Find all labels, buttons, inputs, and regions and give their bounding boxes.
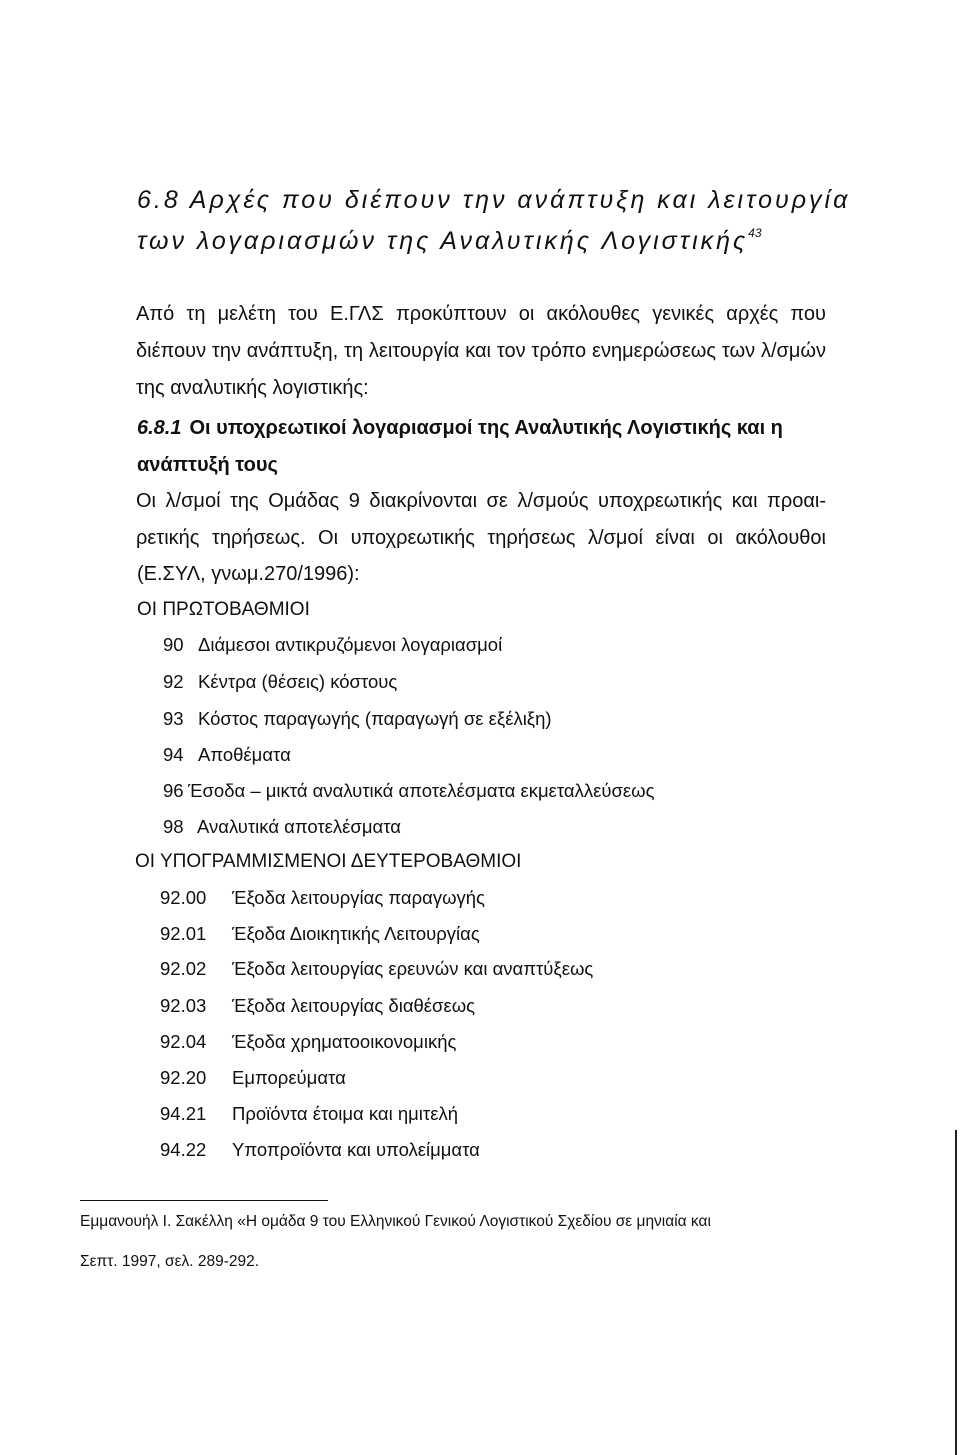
account-code: 92.03 [160, 995, 207, 1016]
primary-account-row [163, 671, 397, 693]
secondary-accounts-label: ΟΙ ΥΠΟΓΡΑΜΜΙΣΜΕΝΟΙ ΔΕΥΤΕΡΟΒΑΘΜΙΟΙ [135, 851, 522, 872]
account-name: Προϊόντα έτοιμα και ημιτελή [232, 1103, 459, 1124]
secondary-account-row [160, 1139, 480, 1161]
account-code: 98 [163, 816, 184, 837]
account-name: Έσοδα – μικτά αναλυτικά αποτελέσματα εκμεταλλεύσεως [188, 780, 655, 801]
account-name: Εμπορεύματα [232, 1067, 346, 1088]
account-name: Έξοδα Διοικητικής Λειτουργίας [232, 923, 480, 944]
page-edge-line [955, 1130, 957, 1455]
account-code: 92.20 [160, 1067, 207, 1088]
account-name: Κόστος παραγωγής (παραγωγή σε εξέλιξη) [198, 708, 552, 729]
account-code: 94.22 [160, 1139, 207, 1160]
subsection-number: 6.8.1 [137, 417, 182, 439]
account-name: Έξοδα λειτουργίας ερευνών και αναπτύξεως [232, 958, 594, 979]
secondary-account-row [160, 923, 480, 945]
footnote-separator [80, 1200, 328, 1201]
account-code: 92.00 [160, 887, 207, 908]
account-code: 93 [163, 708, 184, 729]
account-code: 96 [163, 780, 184, 801]
account-code: 92.02 [160, 958, 207, 979]
account-name: Διάμεσοι αντικρυζόμενοι λογαριασμοί [198, 634, 503, 655]
secondary-account-row [160, 1031, 456, 1053]
subsection-heading-line-2: ανάπτυξή τους [137, 454, 278, 476]
account-name: Έξοδα λειτουργίας παραγωγής [232, 887, 485, 908]
account-code: 92.04 [160, 1031, 207, 1052]
account-name: Υποπροϊόντα και υπολείμματα [232, 1139, 480, 1160]
account-code: 94.21 [160, 1103, 207, 1124]
account-code: 92 [163, 671, 184, 692]
primary-account-row [163, 744, 291, 766]
body-line-1: Οι λ/σμοί της Ομάδας 9 διακρίνονται σε λ/σμούς υποχρεωτικής και προαι- [136, 490, 826, 512]
intro-line-1: Από τη μελέτη του Ε.ΓΛΣ προκύπτουν οι ακόλουθες γενικές αρχές που [136, 303, 826, 325]
section-heading-line-1: 6.8 Αρχές που διέπουν την ανάπτυξη και λειτουργία [137, 186, 851, 214]
account-name: Κέντρα (θέσεις) κόστους [198, 671, 398, 692]
secondary-account-row [160, 887, 485, 909]
body-line-2: ρετικής τηρήσεως. Οι υποχρεωτικής τηρήσεως λ/σμοί είναι οι ακόλουθοι [136, 527, 826, 549]
account-name: Έξοδα χρηματοοικονομικής [232, 1031, 457, 1052]
account-code: 94 [163, 744, 184, 765]
primary-account-row [163, 634, 502, 656]
subsection-heading-line-1: 6.8.1 Οι υποχρεωτικοί λογαριασμοί της Αναλυτικής Λογιστικής και η [137, 417, 783, 439]
primary-account-row [163, 816, 401, 838]
account-code: 92.01 [160, 923, 207, 944]
account-code: 90 [163, 634, 184, 655]
account-name: Έξοδα λειτουργίας διαθέσεως [232, 995, 476, 1016]
account-name: Αναλυτικά αποτελέσματα [197, 816, 401, 837]
intro-line-3: της αναλυτικής λογιστικής: [136, 377, 369, 399]
footnote-line-2: Σεπτ. 1997, σελ. 289-292. [80, 1253, 260, 1270]
primary-accounts-label: ΟΙ ΠΡΩΤΟΒΑΘΜΙΟΙ [137, 599, 310, 620]
footnote-reference: 43 [748, 226, 762, 240]
primary-account-row [163, 708, 552, 730]
secondary-account-row [160, 995, 475, 1017]
secondary-account-row [160, 1103, 458, 1125]
primary-account-row [163, 780, 654, 802]
account-name: Αποθέματα [198, 744, 291, 765]
section-heading-line-2: των λογαριασμών της Αναλυτικής Λογιστικής$^{43}$ [137, 226, 762, 255]
footnote-line-1: Εμμανουήλ Ι. Σακέλλη «Η ομάδα 9 του Ελληνικού Γενικού Λογιστικού Σχεδίου σε μηνιαία και [80, 1213, 711, 1230]
intro-line-2: διέπουν την ανάπτυξη, τη λειτουργία και τον τρόπο ενημερώσεως των λ/σμών [136, 340, 826, 362]
body-line-3: (Ε.ΣΥΛ, γνωμ.270/1996): [137, 563, 360, 585]
secondary-account-row [160, 1067, 346, 1089]
secondary-account-row [160, 958, 593, 980]
